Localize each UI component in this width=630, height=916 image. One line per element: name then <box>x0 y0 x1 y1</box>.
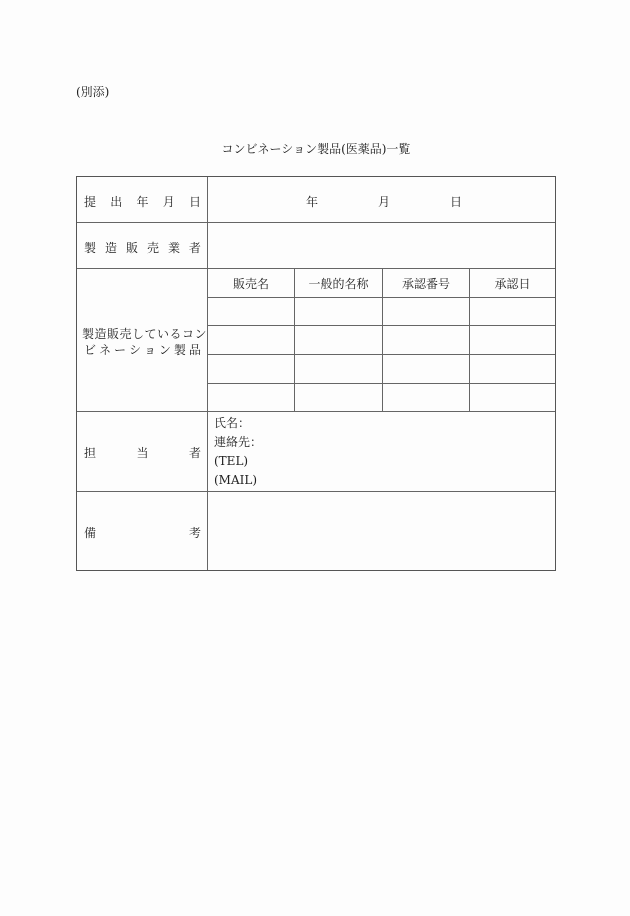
month-unit: 月 <box>378 195 391 209</box>
contact-person-field[interactable] <box>214 414 262 490</box>
table-row <box>208 384 555 411</box>
submission-date-label <box>84 193 201 210</box>
label-char: 備 <box>84 526 97 540</box>
generic-name-cell[interactable] <box>295 326 382 354</box>
label-char: ン <box>158 343 171 357</box>
approval-date-cell[interactable] <box>470 298 555 325</box>
manufacturer-label <box>84 239 201 256</box>
label-char: 品 <box>188 343 201 357</box>
label-char: 日 <box>188 195 201 209</box>
label-char: 者 <box>188 241 201 255</box>
contact-person-label <box>84 444 201 461</box>
day-unit: 日 <box>450 195 463 209</box>
document-title: コンビネーション製品(医薬品)一覧 <box>221 142 411 156</box>
name-line: 氏名： <box>214 416 251 430</box>
brand-name-cell[interactable] <box>208 298 294 325</box>
year-unit: 年 <box>306 195 319 209</box>
attachment-label: (別添) <box>76 85 110 99</box>
label-char: 考 <box>188 526 201 540</box>
label-char: 売 <box>146 241 159 255</box>
table-row <box>208 355 555 383</box>
row-divider <box>77 411 555 412</box>
label-char: 月 <box>162 195 175 209</box>
combination-products-form <box>76 176 556 571</box>
mail-line: (MAIL) <box>214 473 258 487</box>
products-label-line2 <box>84 341 201 358</box>
label-char: 造 <box>104 241 117 255</box>
label-char: 担 <box>84 446 97 460</box>
remarks-field[interactable] <box>208 492 555 570</box>
generic-name-cell[interactable] <box>295 384 382 411</box>
label-char: 者 <box>188 446 201 460</box>
approval-date-cell[interactable] <box>470 355 555 383</box>
approval-number-cell[interactable] <box>383 355 469 383</box>
label-char: 業 <box>167 241 180 255</box>
label-char: ョ <box>143 343 156 357</box>
label-char: 出 <box>110 195 123 209</box>
generic-name-cell[interactable] <box>295 298 382 325</box>
manufacturer-field[interactable] <box>208 223 555 268</box>
row-divider <box>77 268 555 269</box>
label-char: 製 <box>173 343 186 357</box>
remarks-label <box>84 524 201 541</box>
label-char: 年 <box>136 195 149 209</box>
approval-date-cell[interactable] <box>470 384 555 411</box>
tel-line: (TEL) <box>214 454 249 468</box>
generic-name-cell[interactable] <box>295 355 382 383</box>
column-header-brand-name: 販売名 <box>232 277 269 291</box>
label-char: ー <box>113 343 126 357</box>
label-char: 提 <box>84 195 97 209</box>
date-year-field[interactable] <box>208 177 508 222</box>
brand-name-cell[interactable] <box>208 355 294 383</box>
table-row <box>208 298 555 325</box>
brand-name-cell[interactable] <box>208 326 294 354</box>
approval-number-cell[interactable] <box>383 384 469 411</box>
column-header-generic-name: 一般的名称 <box>308 277 369 291</box>
contact-line: 連絡先： <box>214 435 263 449</box>
table-row <box>208 326 555 354</box>
products-label-line1: 製造販売しているコン <box>82 327 208 341</box>
approval-date-cell[interactable] <box>470 326 555 354</box>
column-header-approval-date: 承認日 <box>494 277 531 291</box>
label-char: ビ <box>84 343 97 357</box>
approval-number-cell[interactable] <box>383 298 469 325</box>
label-char: 販 <box>125 241 138 255</box>
brand-name-cell[interactable] <box>208 384 294 411</box>
column-header-approval-number: 承認番号 <box>401 277 450 291</box>
label-char: シ <box>128 343 141 357</box>
label-char: 当 <box>136 446 149 460</box>
label-char: ネ <box>98 343 111 357</box>
approval-number-cell[interactable] <box>383 326 469 354</box>
label-char: 製 <box>84 241 97 255</box>
